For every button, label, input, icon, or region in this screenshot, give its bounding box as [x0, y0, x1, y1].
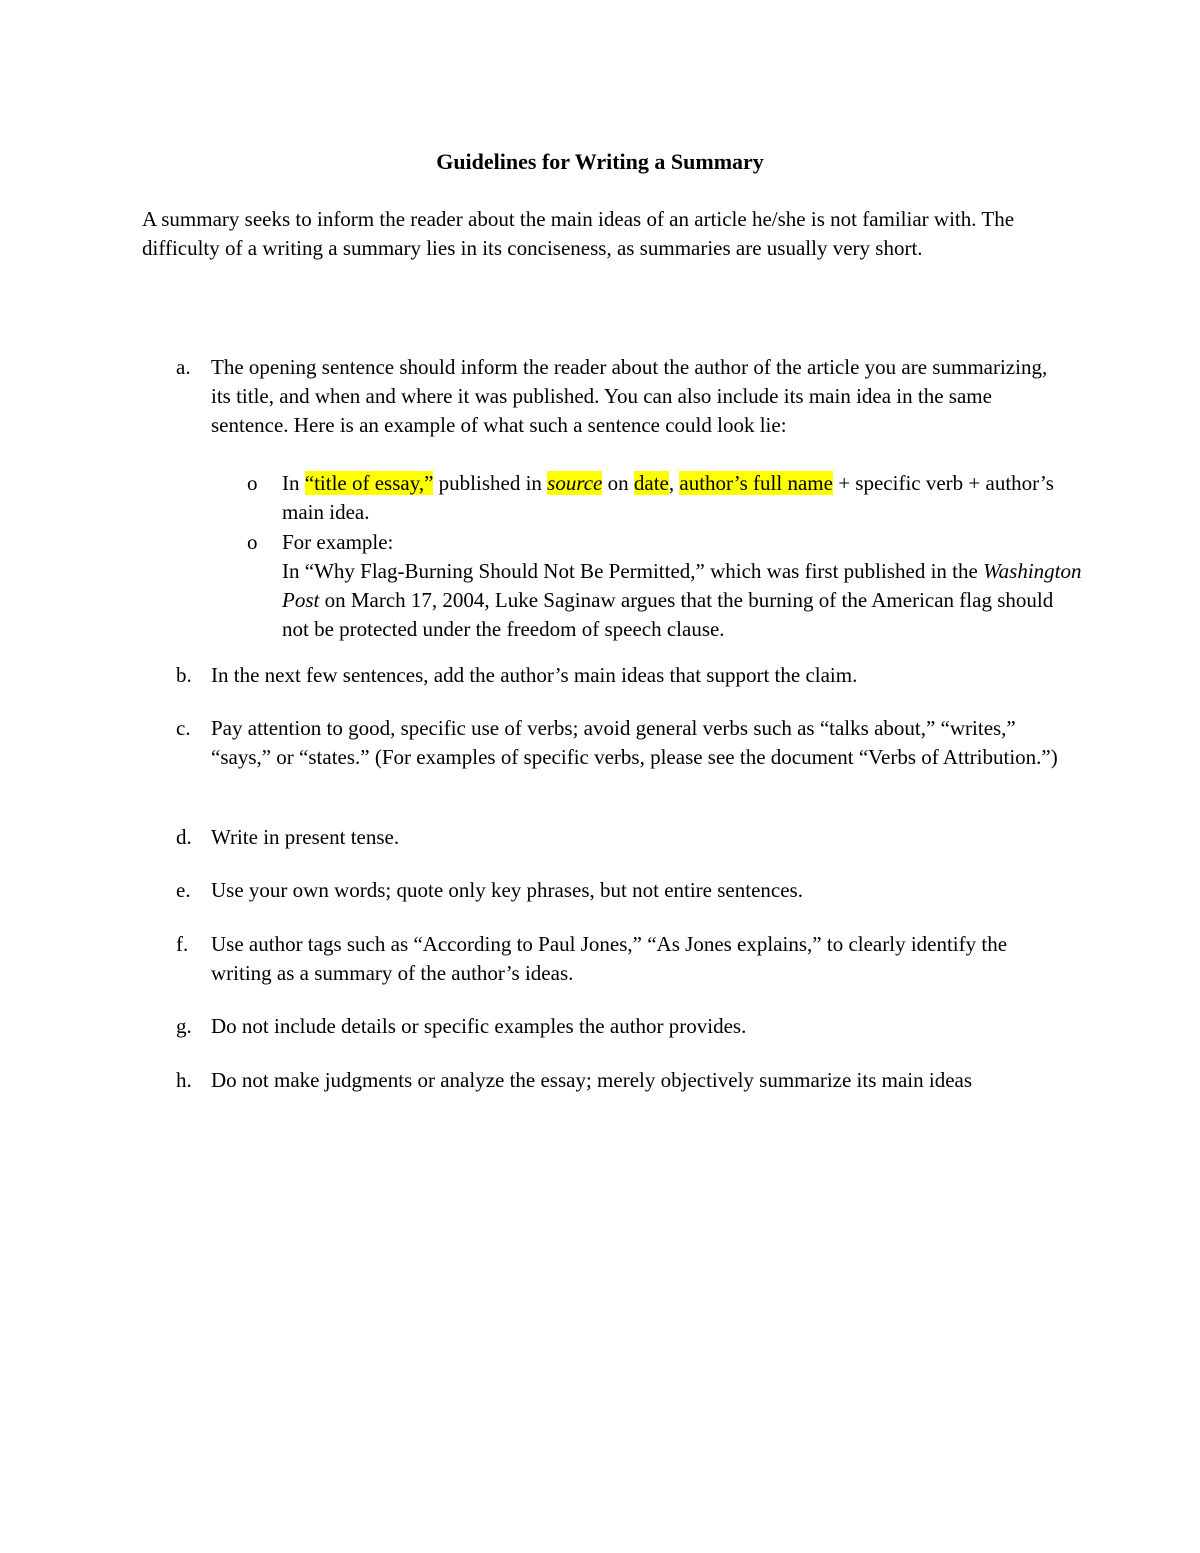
document-title: Guidelines for Writing a Summary — [436, 149, 764, 174]
list-marker: d. — [176, 825, 192, 849]
list-item-text: Use your own words; quote only key phrases, but not entire sentences. — [211, 878, 803, 902]
list-item-text: Pay attention to good, specific use of verbs; avoid general verbs such as “talks about,” “writes,” “says,” or “states.” (For examples of specific verbs, please see the document “Verbs of Attribution.”) — [211, 716, 1058, 769]
list-marker: h. — [176, 1068, 192, 1092]
list-item-text: Do not include details or specific examples the author provides. — [211, 1014, 747, 1038]
list-marker: f. — [176, 932, 189, 956]
list-item-text: Do not make judgments or analyze the essay; merely objectively summarize its main ideas — [211, 1068, 973, 1092]
highlight-author: author’s full name — [679, 471, 833, 495]
bullet-icon: o — [247, 530, 258, 554]
bullet-icon: o — [247, 471, 258, 495]
intro-paragraph: A summary seeks to inform the reader about the main ideas of an article he/she is not familiar with. The difficulty of a writing a summary lies in its conciseness, as summaries are usually very short. — [142, 207, 1015, 260]
sub-item-text: In “title of essay,” published in source on date, author’s full name + specific verb + author’s main idea. — [282, 471, 1054, 524]
sub-item-text: For example: In “Why Flag-Burning Should Not Be Permitted,” which was first published in the Washington Post on March 17, 2004, Luke Saginaw argues that the burning of the American flag should not be protected under the freedom of speech clause. — [282, 530, 1082, 641]
list-item-text: In the next few sentences, add the author’s main ideas that support the claim. — [211, 663, 858, 687]
list-item-text: Use author tags such as “According to Paul Jones,” “As Jones explains,” to clearly identify the writing as a summary of the author’s ideas. — [211, 932, 1008, 985]
list-marker: c. — [176, 716, 191, 740]
publication-name: Washington Post — [282, 559, 1082, 612]
highlight-date: date — [633, 471, 669, 495]
list-item-text: Write in present tense. — [211, 825, 400, 849]
list-marker: e. — [176, 878, 191, 902]
highlight-title: “title of essay,” — [304, 471, 434, 495]
list-item-text: The opening sentence should inform the reader about the author of the article you are summarizing, its title, and when and where it was published. You can also include its main idea in the same sentence. Here is an example of what such a sentence could look lie: — [211, 355, 1048, 437]
highlight-source: source — [547, 471, 603, 495]
list-marker: g. — [176, 1014, 192, 1038]
example-label: For example: — [282, 530, 394, 554]
list-marker: b. — [176, 663, 192, 687]
list-marker: a. — [176, 355, 191, 379]
